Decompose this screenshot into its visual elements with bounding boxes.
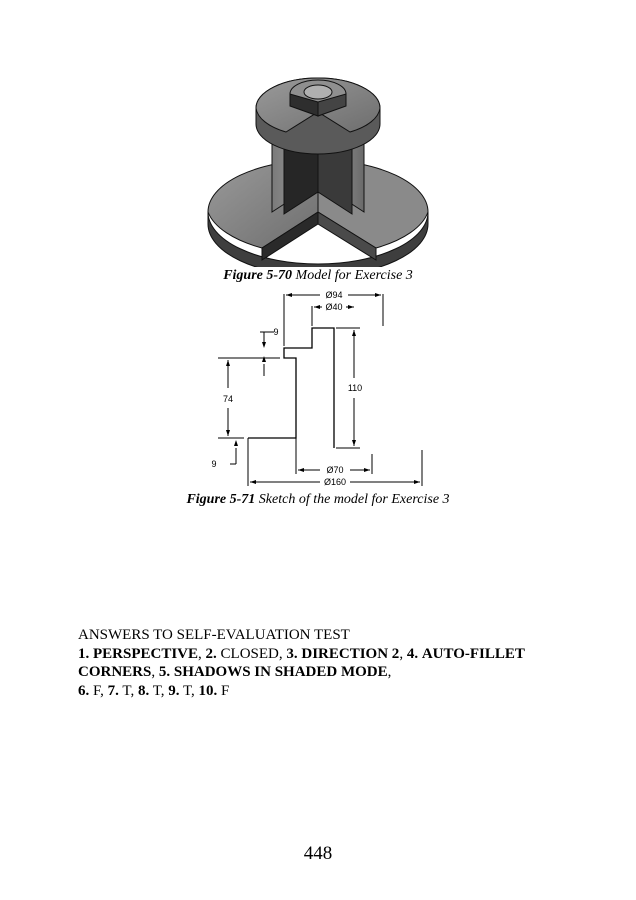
answer-value: F xyxy=(221,682,230,699)
answer-value: SHADOWS IN SHADED MODE xyxy=(173,664,388,680)
dim-diameter-40: Ø40 xyxy=(325,302,343,312)
answer-separator: , xyxy=(387,664,392,680)
model-illustration xyxy=(200,72,436,267)
dim-9-bottom: 9 xyxy=(211,459,217,469)
answer-value: F xyxy=(93,682,101,699)
answer-number: 4. xyxy=(406,645,419,662)
answer-separator: , xyxy=(100,682,108,699)
figure-caption-text: Model for Exercise 3 xyxy=(292,268,413,283)
sketch-drawing xyxy=(200,286,436,490)
dim-diameter-70: Ø70 xyxy=(326,465,344,475)
dim-9-top: 9 xyxy=(273,327,279,337)
answer-value: CLOSED xyxy=(220,645,279,662)
dim-110: 110 xyxy=(347,383,363,393)
answer-separator: , xyxy=(160,682,169,699)
figure-5-70-caption xyxy=(0,268,636,284)
answer-number: 6. xyxy=(78,682,90,699)
answer-value: T xyxy=(152,682,161,699)
answer-value: DIRECTION 2 xyxy=(301,645,400,662)
answer-value: AUTO-FILLET CORNERS xyxy=(78,645,525,680)
answer-number: 7. xyxy=(107,682,119,699)
answer-value: T xyxy=(182,682,192,699)
dim-diameter-160: Ø160 xyxy=(323,477,347,487)
answer-number: 2. xyxy=(205,645,217,662)
answer-number: 1. xyxy=(78,645,90,662)
answer-number: 3. xyxy=(286,645,298,662)
answers-line-1 xyxy=(78,645,568,682)
answer-value: T xyxy=(122,682,131,699)
figure-number: Figure 5-70 xyxy=(223,268,293,283)
answer-separator: , xyxy=(130,682,138,699)
answers-title: ANSWERS TO SELF-EVALUATION TEST xyxy=(78,627,350,643)
answer-number: 8. xyxy=(137,682,150,699)
answer-number: 10. xyxy=(198,682,218,699)
answer-separator: , xyxy=(278,645,287,662)
answer-separator: , xyxy=(151,664,159,680)
answer-number: 9. xyxy=(168,682,180,699)
answers-line-2 xyxy=(78,682,568,701)
page-number: 448 xyxy=(303,843,333,864)
figure-number: Figure 5-71 xyxy=(186,492,256,507)
figure-caption-text: Sketch of the model for Exercise 3 xyxy=(255,492,450,507)
answer-number: 5. xyxy=(158,664,171,680)
answer-separator: , xyxy=(191,682,199,699)
answer-separator: , xyxy=(198,645,206,662)
answer-separator: , xyxy=(399,645,407,662)
dim-74: 74 xyxy=(222,394,234,404)
answer-value: PERSPECTIVE xyxy=(93,645,199,662)
dim-diameter-94: Ø94 xyxy=(325,290,343,300)
answers-section xyxy=(78,626,568,700)
figure-5-71-caption xyxy=(0,492,636,508)
